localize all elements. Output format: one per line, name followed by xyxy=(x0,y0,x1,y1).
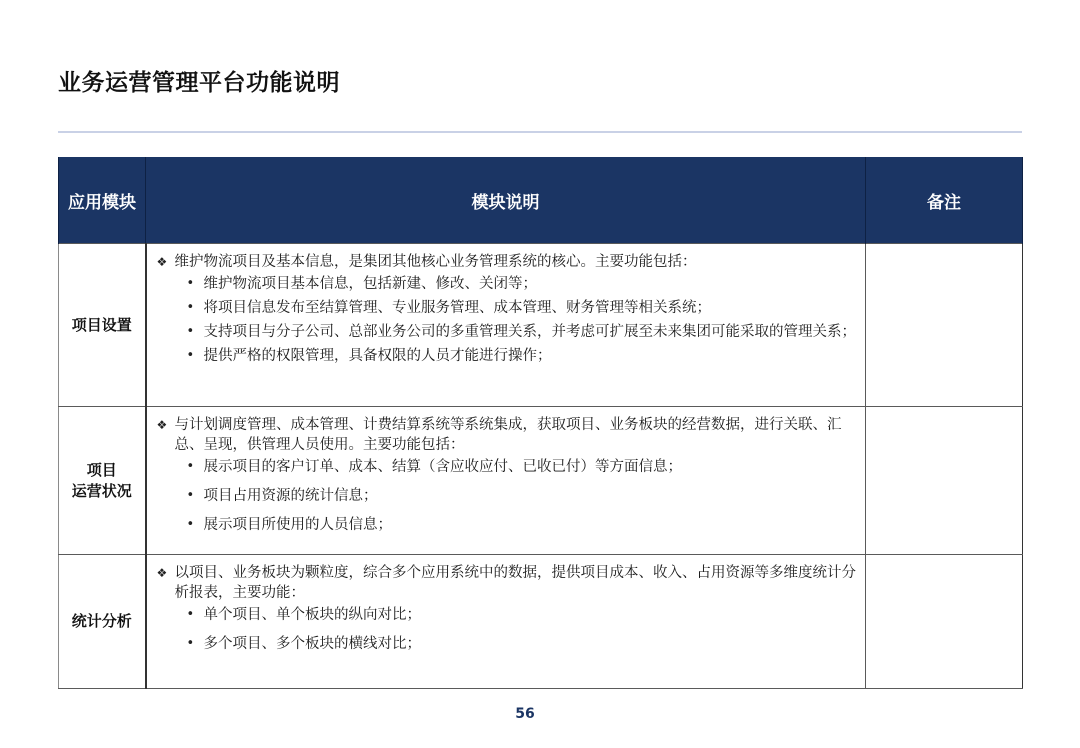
module-name: 项目设置 xyxy=(71,315,132,334)
list-item-text: 将项目信息发布至结算管理、专业服务管理、成本管理、财务管理等相关系统； xyxy=(203,300,711,316)
description-cell xyxy=(146,555,866,689)
dot-bullet-icon: • xyxy=(186,348,195,363)
diamond-bullet-icon: ❖ xyxy=(156,566,168,580)
feature-list xyxy=(157,605,858,654)
table-row xyxy=(59,244,1023,407)
list-item-text: 展示项目所使用的人员信息； xyxy=(203,517,392,533)
list-item-text: 支持项目与分子公司、总部业务公司的多重管理关系，并考虑可扩展至未来集团可能采取的管理关系； xyxy=(203,324,856,340)
list-item xyxy=(187,605,858,625)
list-item xyxy=(187,322,858,342)
list-item xyxy=(187,486,858,506)
header-note: 备注 xyxy=(866,157,1023,244)
table-header-row xyxy=(59,157,1023,244)
note-cell xyxy=(866,555,1023,689)
module-name-line: 项目 xyxy=(86,460,117,479)
function-table xyxy=(58,157,1023,689)
list-item-text: 多个项目、多个板块的横线对比； xyxy=(203,636,421,652)
module-cell xyxy=(59,407,146,555)
list-item-text: 展示项目的客户订单、成本、结算（含应收应付、已收已付）等方面信息； xyxy=(203,459,682,475)
page-number: 56 xyxy=(515,706,535,722)
header-module: 应用模块 xyxy=(59,157,146,244)
list-item xyxy=(187,346,858,366)
header-description: 模块说明 xyxy=(146,157,866,244)
module-name: 统计分析 xyxy=(71,612,132,630)
list-item xyxy=(187,274,858,294)
list-item xyxy=(187,634,858,654)
list-item xyxy=(187,457,858,477)
diamond-bullet-icon: ❖ xyxy=(156,418,168,432)
dot-bullet-icon: • xyxy=(186,636,195,651)
dot-bullet-icon: • xyxy=(186,517,195,532)
intro-text: 维护物流项目及基本信息，是集团其他核心业务管理系统的核心。主要功能包括： xyxy=(174,254,697,270)
title-divider xyxy=(58,131,1022,133)
description-cell xyxy=(146,407,866,555)
note-cell xyxy=(866,407,1023,555)
list-item-text: 项目占用资源的统计信息； xyxy=(203,488,378,504)
description-intro xyxy=(157,563,858,603)
dot-bullet-icon: • xyxy=(186,607,195,622)
diamond-bullet-icon: ❖ xyxy=(156,255,168,269)
dot-bullet-icon: • xyxy=(186,488,195,503)
module-cell xyxy=(59,244,146,407)
dot-bullet-icon: • xyxy=(186,324,195,339)
list-item-text: 提供严格的权限管理，具备权限的人员才能进行操作； xyxy=(203,348,552,364)
table-row xyxy=(59,555,1023,689)
note-cell xyxy=(866,244,1023,407)
page-title: 业务运营管理平台功能说明 xyxy=(58,70,340,96)
dot-bullet-icon: • xyxy=(186,459,195,474)
intro-text: 以项目、业务板块为颗粒度，综合多个应用系统中的数据，提供项目成本、收入、占用资源等多维度统计分析报表，主要功能： xyxy=(174,565,856,601)
dot-bullet-icon: • xyxy=(186,300,195,315)
list-item-text: 维护物流项目基本信息，包括新建、修改、关闭等； xyxy=(203,276,537,292)
description-intro xyxy=(157,415,858,455)
list-item xyxy=(187,515,858,535)
list-item-text: 单个项目、单个板块的纵向对比； xyxy=(203,607,421,623)
module-cell xyxy=(59,555,146,689)
feature-list xyxy=(157,457,858,535)
module-name-line: 运营状况 xyxy=(71,481,132,500)
feature-list xyxy=(157,274,858,366)
intro-text: 与计划调度管理、成本管理、计费结算系统等系统集成，获取项目、业务板块的经营数据，进行关联、汇总、呈现，供管理人员使用。主要功能包括： xyxy=(174,417,842,453)
description-intro xyxy=(157,252,858,272)
dot-bullet-icon: • xyxy=(186,276,195,291)
table-row xyxy=(59,407,1023,555)
description-cell xyxy=(146,244,866,407)
list-item xyxy=(187,298,858,318)
